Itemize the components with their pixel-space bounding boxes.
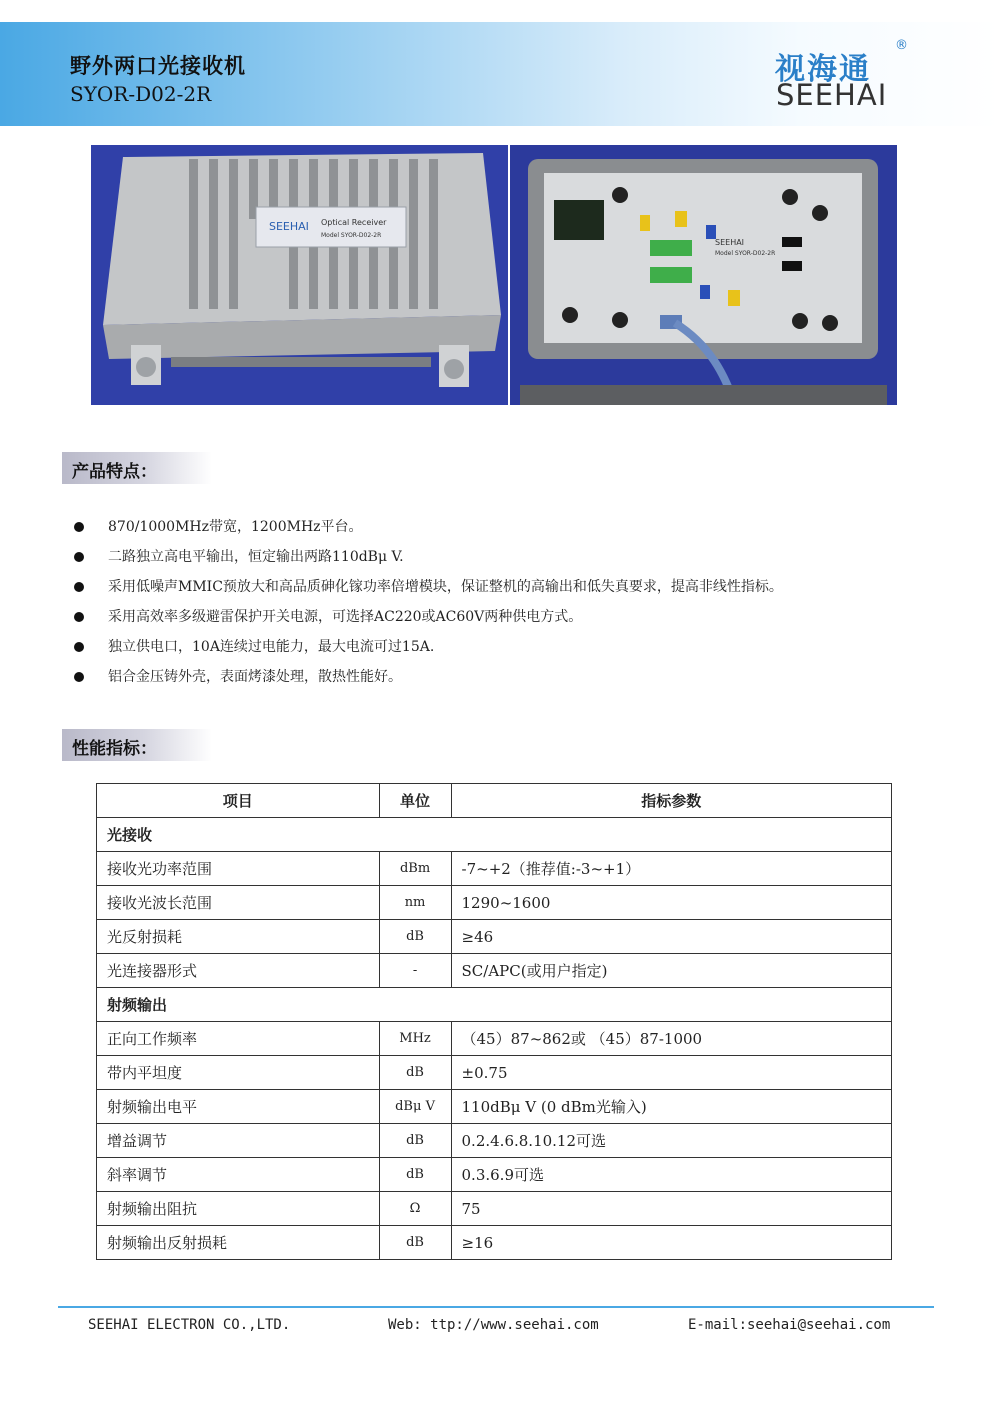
- list-item: 870/1000MHz带宽，1200MHz平台。: [74, 512, 954, 542]
- cell-unit: dB: [379, 1056, 451, 1090]
- column-header-item: 项目: [97, 784, 380, 818]
- cell-unit: dBμ V: [379, 1090, 451, 1124]
- spec-table: [96, 783, 892, 1260]
- table-group-row: [97, 818, 892, 852]
- cell-item: 射频输出电平: [97, 1090, 380, 1124]
- cell-unit: MHz: [379, 1022, 451, 1056]
- footer-email-link[interactable]: E-mail:seehai@seehai.com: [688, 1317, 891, 1333]
- cell-item: 接收光波长范围: [97, 886, 380, 920]
- cell-item: 斜率调节: [97, 1158, 380, 1192]
- footer-divider: [58, 1306, 934, 1308]
- logo-english: SEEHAI: [776, 78, 888, 112]
- bullet-icon: [74, 642, 84, 652]
- board-label-model: Model SYOR-D02-2R: [715, 250, 776, 257]
- table-row: [97, 954, 892, 988]
- list-item: 独立供电口，10A连续过电能力，最大电流可过15A.: [74, 632, 954, 662]
- footer-company: SEEHAI ELECTRON CO.,LTD.: [88, 1317, 291, 1333]
- cell-item: 带内平坦度: [97, 1056, 380, 1090]
- cell-unit: dB: [379, 920, 451, 954]
- cell-unit: dB: [379, 1158, 451, 1192]
- cell-item: 接收光功率范围: [97, 852, 380, 886]
- column-header-unit: 单位: [379, 784, 451, 818]
- board-label-brand: SEEHAI: [715, 238, 745, 247]
- cell-unit: dB: [379, 1124, 451, 1158]
- feature-list: [74, 512, 954, 692]
- list-item: 采用低噪声MMIC预放大和高品质砷化镓功率倍增模块，保证整机的高输出和低失真要求，提高非线性指标。: [74, 572, 954, 602]
- product-photo-open: [510, 145, 897, 405]
- table-row: [97, 1124, 892, 1158]
- cell-value: 0.3.6.9可选: [451, 1158, 891, 1192]
- list-item: 二路独立高电平输出，恒定输出两路110dBμ V.: [74, 542, 954, 572]
- cell-unit: Ω: [379, 1192, 451, 1226]
- list-item: 采用高效率多级避雷保护开关电源，可选择AC220或AC60V两种供电方式。: [74, 602, 954, 632]
- footer-web-link[interactable]: Web: ttp://www.seehai.com: [388, 1317, 599, 1333]
- list-item: 铝合金压铸外壳，表面烤漆处理，散热性能好。: [74, 662, 954, 692]
- cell-value: 75: [451, 1192, 891, 1226]
- table-row: [97, 1022, 892, 1056]
- logo-chinese: 视海通: [775, 52, 871, 87]
- table-row: [97, 1226, 892, 1260]
- enclosure-label-title: Optical Receiver: [321, 218, 387, 227]
- table-row: [97, 920, 892, 954]
- table-row: [97, 1056, 892, 1090]
- closed-enclosure-illustration: [91, 145, 508, 405]
- cell-value: ±0.75: [451, 1056, 891, 1090]
- cell-value: SC/APC(或用户指定): [451, 954, 891, 988]
- table-header-row: [97, 784, 892, 818]
- cell-item: 增益调节: [97, 1124, 380, 1158]
- cell-unit: dB: [379, 1226, 451, 1260]
- table-group-row: [97, 988, 892, 1022]
- cell-unit: dBm: [379, 852, 451, 886]
- cell-item: 正向工作频率: [97, 1022, 380, 1056]
- enclosure-label-model: Model SYOR-D02-2R: [321, 232, 382, 239]
- column-header-value: 指标参数: [451, 784, 891, 818]
- cell-unit: nm: [379, 886, 451, 920]
- cell-item: 射频输出阻抗: [97, 1192, 380, 1226]
- open-enclosure-illustration: [510, 145, 897, 405]
- product-photo-closed: [91, 145, 508, 405]
- cell-value: 0.2.4.6.8.10.12可选: [451, 1124, 891, 1158]
- bullet-icon: [74, 582, 84, 592]
- bullet-icon: [74, 522, 84, 532]
- page-title: 野外两口光接收机: [70, 54, 246, 78]
- cell-unit: -: [379, 954, 451, 988]
- features-section-header: [62, 452, 212, 484]
- registered-mark: ®: [895, 38, 908, 53]
- bullet-icon: [74, 612, 84, 622]
- cell-value: 1290~1600: [451, 886, 891, 920]
- group-label: 射频输出: [97, 988, 892, 1022]
- model-number: SYOR-D02-2R: [70, 82, 212, 106]
- cell-value: -7~+2（推荐值:-3~+1）: [451, 852, 891, 886]
- group-label: 光接收: [97, 818, 892, 852]
- cell-value: ≥16: [451, 1226, 891, 1260]
- table-row: [97, 886, 892, 920]
- cell-item: 光连接器形式: [97, 954, 380, 988]
- bullet-icon: [74, 552, 84, 562]
- cell-value: ≥46: [451, 920, 891, 954]
- cell-item: 射频输出反射损耗: [97, 1226, 380, 1260]
- table-row: [97, 1090, 892, 1124]
- table-row: [97, 1192, 892, 1226]
- enclosure-label-brand: SEEHAI: [269, 220, 309, 233]
- table-row: [97, 852, 892, 886]
- bullet-icon: [74, 672, 84, 682]
- features-heading: 产品特点：: [72, 462, 157, 482]
- cell-value: 110dBμ V (0 dBm光输入): [451, 1090, 891, 1124]
- specs-heading: 性能指标：: [72, 739, 157, 759]
- cell-item: 光反射损耗: [97, 920, 380, 954]
- specs-section-header: [62, 729, 212, 761]
- table-row: [97, 1158, 892, 1192]
- cell-value: （45）87~862或 （45）87-1000: [451, 1022, 891, 1056]
